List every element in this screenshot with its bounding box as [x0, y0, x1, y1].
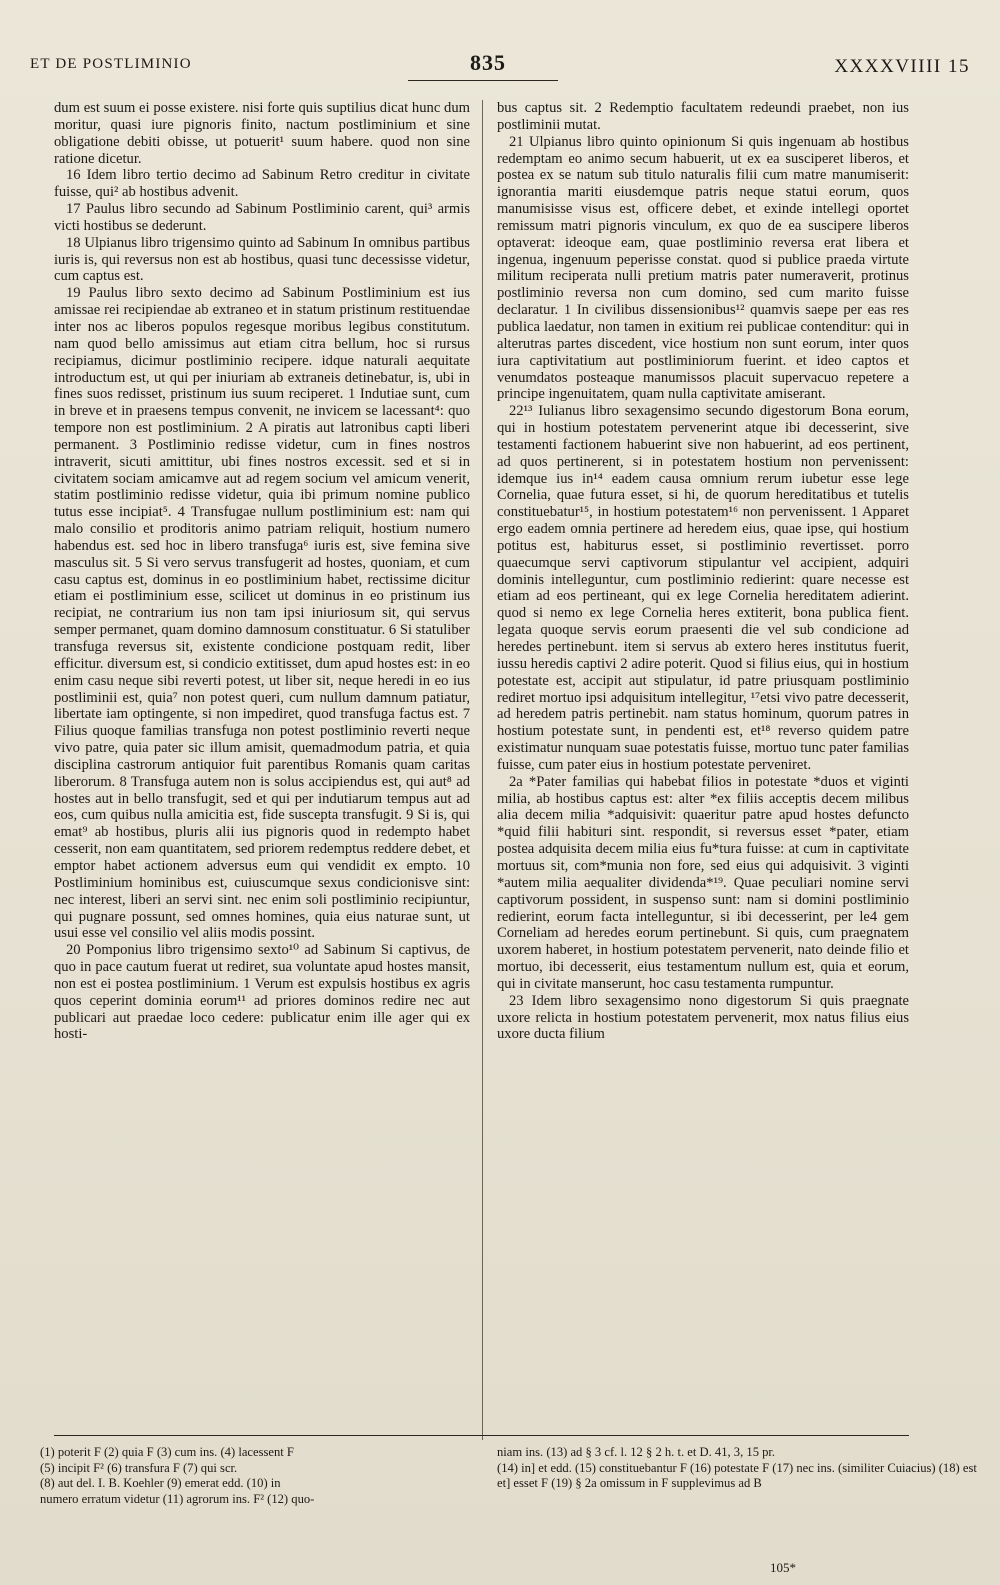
footnote-line: niam ins. (13) ad § 3 cf. l. 12 § 2 h. t. et D. 41, 3, 15 pr. — [497, 1445, 776, 1459]
paragraph: 23 Idem libro sexagensimo nono digestorum Si quis praegnate uxore relicta in hostium potestatem pervenerit, mox natus filius eius uxore ducta filium — [497, 992, 909, 1043]
footnote-line: et] esset F (19) § 2a omissum in F supplevimus ad B — [497, 1476, 762, 1490]
footnote-line: (1) poterit F (2) quia F (3) cum ins. (4) lacessent F — [40, 1445, 294, 1459]
left-column — [54, 100, 470, 1043]
footnote-rule — [54, 1435, 909, 1436]
header-rule — [408, 80, 558, 81]
column-divider — [482, 100, 483, 1440]
signature-mark: 105* — [770, 1560, 796, 1575]
footnote-line: (14) in] et edd. (15) constituebantur F (16) potestate F (17) nec ins. (similiter Cuiacius) (18) est — [497, 1460, 977, 1475]
book-title-number: XXXXVIIII 15 — [834, 56, 970, 77]
paragraph: 20 Pomponius libro trigensimo sexto¹⁰ ad Sabinum Si captivus, de quo in pace cautum fuerat ut rediret, sua voluntate apud hostes mansit, non est ei postea postliminium. 1 Verum est expulsis hostibus ex agris quos ceperint dominia eorum¹¹ ad priores dominos redire nec aut publicari aut praedae loco cedere: publicatur enim ille ager qui ex hosti- — [54, 942, 470, 1043]
footnote-line: (5) incipit F² (6) transfura F (7) qui scr. — [40, 1460, 238, 1475]
footnote-line: (8) aut del. I. B. Koehler (9) emerat edd. (10) in — [40, 1476, 281, 1490]
paragraph: 17 Paulus libro secundo ad Sabinum Postliminio carent, qui³ armis victi hostibus se dederunt. — [54, 201, 470, 234]
paragraph: 2a *Pater familias qui habebat filios in potestate *duos et viginti milia, ab hostibus captus est: alter *ex filiis acceptis decem milibus alia decem milia *adquisivit: quaeritur patre apud hostes defuncto *quid filii habituri sint. respondit, si reversus esset *pater, etiam postea adquisita decem milia eius fu*tura fuisse: at cum in captivitate mortuus sit, com*munia non fore, sed eius qui adquisivit. 3 viginti *autem milia aequaliter dividenda*¹⁹. Quae peculiari nomine servi captivorum possident, in suspenso sunt: nam si domini postliminio redierint, eorum facta intelleguntur, si ibi decesserint, per le4 gem Corneliam ad heredes eorum pertinebunt. Si quis, cum praegnatem uxorem haberet, in hostium potestatem pervenerit, nato deinde filio et mortuo, ibi decesserit, eius testamentum nullum est, quia et eorum, qui in civitate manserunt, hoc casu testamenta rumpuntur. — [497, 773, 909, 992]
running-head-title: ET DE POSTLIMINIO — [30, 56, 192, 72]
paragraph: 16 Idem libro tertio decimo ad Sabinum Retro creditur in civitate fuisse, qui² ab hostibus advenit. — [54, 167, 470, 201]
paragraph: bus captus sit. 2 Redemptio facultatem redeundi praebet, non ius postliminii mutat. — [497, 100, 909, 133]
page-number: 835 — [470, 50, 506, 75]
paragraph: 22¹³ Iulianus libro sexagensimo secundo digestorum Bona eorum, qui in hostium potestatem pervenerint atque ibi decesserint, sive testamenti factionem habuerint sive non habuerint, ad eos pertinent, ad quos pertinerent, si in potestatem hostium non pervenissent: idemque ius in¹⁴ eadem causa omnium rerum iubetur esse lege Cornelia, quae futura esset, si hi, de quorum hereditatibus et tutelis constituebatur¹⁵, in hostium potestatem¹⁶ non pervenissent. 1 Apparet ergo eadem omnia pertinere ad heredem eius, quae ipse, qui hostium potitus est, habiturus esset, si postliminio revertisset. porro quaecumque servi captivorum stipulantur vel accipient, adquiri dominis intelleguntur, cum postliminio redierint: quare necesse est etiam ad eos pertineant, qui ex lege Cornelia hereditatem adierint. quod si nemo ex lege Cornelia heres extiterit, bona publica fient. legata quoque servis eorum praesenti die vel sub condicione ad heredes pertinebunt. item si servus ab extero heres institutus fuerit, iussu heredis captivi 2 adire poterit. Quod si filius eius, qui in hostium potestate est, accipit aut stipulatur, id patre priusquam postliminio rediret mortuo ipsi adquisitum intellegitur, ¹⁷etsi vivo patre decesserit, ad heredem patris pertinebit. nam status hominum, quorum patres in hostium potestate sunt, in pendenti est, et¹⁸ reverso quidem patre existimatur nunquam suae potestatis fuisse, mortuo tunc pater familias fuisse, cum pater eius in hostium potestate perveniret. — [497, 403, 909, 773]
paragraph: 19 Paulus libro sexto decimo ad Sabinum Postliminium est ius amissae rei recipiendae ab extraneo et in statum pristinum restituendae inter nos ac liberos populos regesque moribus legibus constitutum. nam quod bello amissimus aut etiam citra bellum, hoc si rursus recipiamus, dicimur postliminio recipere. idque naturali aequitate introductum est, ut qui per iniuriam ab extraneis detinebatur, is, ubi in fines suos redisset, pristinum ius suum reciperet. 1 Indutiae sunt, cum in breve et in praesens tempus convenit, ne invicem se lacessant⁴: quo tempore non est postliminium. 2 A piratis aut latronibus capti liberi permanent. 3 Postliminio redisse videtur, cum in fines nostros intraverit, sicuti amittitur, ubi fines nostros excessit. sed et si in civitatem sociam amicamve aut ad regem socium vel amicum venerit, statim postliminio redisse videtur, quia ibi primum nomine publico tutus esse incipiat⁵. 4 Transfugae nullum postliminium est: nam qui malo consilio et proditoris animo patriam reliquit, hostium numero habendus est. sed hoc in libero transfuga⁶ iuris est, sive femina sive masculus sit. 5 Si vero servus transfugerit ad hostes, quoniam, et cum casu captus est, dominus in eo postliminium habet, rectissime dicitur etiam ei postliminium esse, scilicet ut dominus in eo pristinum ius recipiat, ne contrarium ius non tam ipsi iniuriosum sit, qui servus semper permanet, quam domino damnosum constituatur. 6 Si statuliber transfuga reversus sit, existente condicione postquam redit, liber efficitur. diversum est, si condicio extitisset, dum apud hostes est: in eo enim casu neque sibi reverti potest, ut liber sit, neque heredi in eo ius postliminii est, quia⁷ non potest queri, cum nullum damnum patiatur, libertate iam optingente, si non impediret, quod transfuga factus est. 7 Filius quoque familias transfuga non potest postliminio reverti neque vivo patre, quia pater sic illum amisit, quemadmodum patria, et quia disciplina castrorum antiquior fuit parentibus Romanis quam caritas liberorum. 8 Transfuga autem non is solus accipiendus est, qui aut⁸ ad hostes aut in bello transfugit, sed et qui per indutiarum tempus aut ad eos, cum quibus nulla amicitia est, fide suscepta transfugit. 9 Si is, qui emat⁹ ab hostibus, pluris alii ius pignoris quod in redempto habet cesserit, non eam quantitatem, sed priorem redemptus reddere debet, et emptor habet actionem adversus eum qui vendidit ex empto. 10 Postliminium hominibus est, cuiuscumque sexus condicionisve sint: nec interest, liberi an servi sint. nec enim soli postliminio recipiuntur, qui pugnare possunt, sed omnes homines, quia eius naturae sunt, ut usui esse vel consilio vel aliis modis possint. — [54, 285, 470, 942]
paragraph: 21 Ulpianus libro quinto opinionum Si quis ingenuam ab hostibus redemptam eo animo secum habuerit, ut ex ea susciperet liberos, et postea ex se natum sub titulo naturalis filii cum matre manumiserit: ignorantia mariti eiusdemque patris neque statui eorum, quos manumisisse visus est, officere debet, et exinde intellegi oportet remissum matri pignoris vinculum, ex quo de ea suscipere liberos optaverat: ideoque eam, quae postliminio reversa erat libera et ingenua, ingenuum peperisse constat. quod si publice praeda virtute militum reciperata nulli pretium matris pater numeraverit, protinus postliminio reversa non cum domino, sed cum marito fuisse declaratur. 1 In civilibus dissensionibus¹² quamvis saepe per eas res publica laedatur, non tamen in exitium rei publicae contenditur: qui in alterutras partes discedent, vice hostium non sunt eorum, inter quos iura captivitatium aut postliminiorum fuerint. et ideo captos et venumdatos posteaque manumissos placuit supervacuo repetere a principe ingenuitatem, quam nulla captivitate amiserant. — [497, 133, 909, 403]
footnotes-right — [497, 1445, 977, 1492]
footnotes-left — [40, 1445, 470, 1507]
running-head — [30, 50, 980, 90]
paragraph: dum est suum ei posse existere. nisi forte quis suptilius dicat hunc dum moritur, quasi iure pignoris finito, nactum postliminium et sine obligatione debiti obisse, ut potuerit¹ suum habere. quod non sine ratione dicetur. — [54, 100, 470, 167]
footnote-line: numero erratum videtur (11) agrorum ins. F² (12) quo- — [40, 1491, 315, 1506]
paragraph: 18 Ulpianus libro trigensimo quinto ad Sabinum In omnibus partibus iuris is, qui reversus non est ab hostibus, quasi tunc decessisse videtur, cum captus est. — [54, 234, 470, 285]
right-column — [497, 100, 909, 1043]
